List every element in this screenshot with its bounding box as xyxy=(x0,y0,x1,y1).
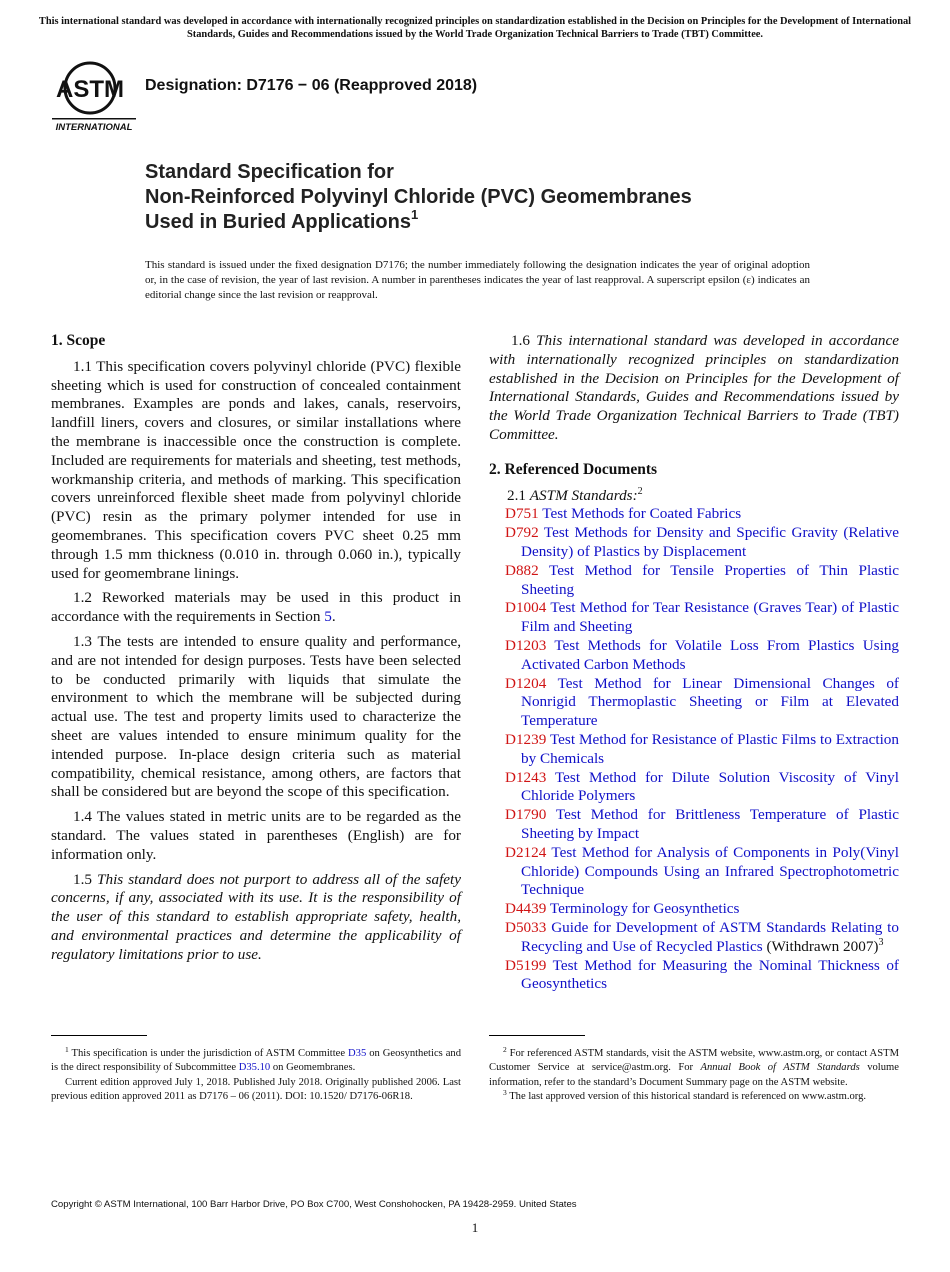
reference-code-link[interactable]: D1790 xyxy=(505,806,547,824)
reference-code-link[interactable]: D4439 xyxy=(505,900,547,918)
scope-1-2 xyxy=(51,589,461,627)
designation: Designation: D7176 − 06 (Reapproved 2018) xyxy=(145,77,478,94)
reference-item xyxy=(505,599,899,637)
scope-1-6 xyxy=(489,332,899,445)
footnote-1-text-c: on Geomembranes. xyxy=(270,1062,356,1074)
scope-1-3: 1.3 The tests are intended to ensure quality and performance, and are not intended for design purposes. Tests have been selected to be conducted primarily with liquids that simulate the environment to which the membrane will be subjected during actual use. The test and property limits used to characterize the sheet are values intended to ensure minimum quality for the intended purpose. In-place design criteria such as material compatibility, chemical resistance, among others, are factors that shall be considered but are beyond the scope of this specification. xyxy=(51,632,461,801)
reference-withdrawn-note: (Withdrawn 2007) xyxy=(762,937,879,955)
scope-1-6-num: 1.6 xyxy=(511,332,537,349)
reference-code-link[interactable]: D882 xyxy=(505,561,539,579)
footnote-2-text-b: volume information, refer to the standard’s Document Summary page on the ASTM website. xyxy=(489,1062,899,1088)
subcommittee-d35-10-link[interactable]: D35.10 xyxy=(238,1062,271,1074)
reference-title-link[interactable]: Terminology for Geosynthetics xyxy=(549,900,740,918)
scope-1-2-end: . xyxy=(331,608,336,626)
right-column xyxy=(489,332,899,994)
reference-title-link[interactable]: Test Method for Brittleness Temperature of Plastic Sheeting by Impact xyxy=(521,806,899,842)
reference-title-link[interactable]: Test Method for Dilute Solution Viscosity of Vinyl Chloride Polymers xyxy=(521,768,899,805)
logo-letters: ASTM xyxy=(56,76,124,103)
document-title xyxy=(145,160,845,235)
referenced-heading: 2. Referenced Documents xyxy=(489,460,658,478)
left-column xyxy=(51,332,461,971)
section-5-link[interactable]: 5 xyxy=(324,608,332,626)
reference-code-link[interactable]: D1204 xyxy=(505,674,547,692)
reference-item xyxy=(505,637,899,675)
reference-title-link[interactable]: Test Methods for Density and Specific Gravity (Relative Density) of Plastics by Displacement xyxy=(521,524,899,560)
scope-1-5-num: 1.5 xyxy=(73,870,98,888)
reference-item xyxy=(505,900,899,919)
reference-item xyxy=(505,919,899,957)
title-line-1: Standard Specification for xyxy=(145,161,394,183)
reference-list xyxy=(489,505,899,994)
copyright: Copyright © ASTM International, 100 Barr Harbor Drive, PO Box C700, West Conshohocken, PA 19428-2959. United States xyxy=(51,1199,577,1210)
footnote-rule-left xyxy=(51,1035,147,1036)
scope-1-1: 1.1 This specification covers polyvinyl chloride (PVC) flexible sheeting which is used for construction of concealed containment membranes. Examples are ponds and lakes, canals, reservoirs, landfill liners, covers and closures, or similar installations where the membrane is inaccessible once the construction is complete. Included are requirements for materials and sheeting, test methods, workmanship criteria, and methods of marking. This specification covers unreinforced flexible sheet made from polyvinyl chloride (PVC) resin as the primary polymer intended for use in geomembranes. This specification covers PVC sheet 0.25 mm through 1.5 mm thickness (0.010 in. through 0.060 in.), typically used for geomembrane linings. xyxy=(51,357,461,582)
scope-1-2-text: 1.2 Reworked materials may be used in this product in accordance with the requirements in Section xyxy=(51,589,461,626)
reference-code-link[interactable]: D1203 xyxy=(505,636,547,654)
reference-item xyxy=(505,562,899,600)
logo-caption: INTERNATIONAL xyxy=(55,122,133,132)
subheading-footnote-mark: 2 xyxy=(637,485,643,497)
footnote-2-italic: Annual Book of ASTM Standards xyxy=(700,1062,860,1074)
reference-title-link[interactable]: Test Method for Measuring the Nominal Thickness of Geosynthetics xyxy=(521,956,899,993)
footnotes-left xyxy=(51,1047,461,1104)
intro-note: This standard is issued under the fixed designation D7176; the number immediately following the designation indicates the year of original adoption or, in the case of revision, the year of last revision. A number in parentheses indicates the year of last reapproval. A superscript epsilon (ε) indicates an editorial change since the last revision or reapproval. xyxy=(145,259,810,301)
reference-code-link[interactable]: D1004 xyxy=(505,599,547,617)
reference-item xyxy=(505,769,899,807)
footnotes-right xyxy=(489,1047,899,1104)
footnote-rule-right xyxy=(489,1035,585,1036)
scope-1-5-text: This standard does not purport to address all of the safety concerns, if any, associated with its use. It is the responsibility of the user of this standard to establish appropriate safety, health, and environmental practices and determine the applicability of regulatory limitations prior to use. xyxy=(51,870,462,963)
reference-item xyxy=(505,675,899,731)
scope-1-6-text: This international standard was developed in accordance with internationally recognized principles on standardization established in the Decision on Principles for the Development of International Standards, Guides and Recommendations issued by the World Trade Organization Technical Barriers to Trade (TBT) Committee. xyxy=(489,332,900,443)
reference-code-link[interactable]: D751 xyxy=(505,505,539,523)
title-line-2: Non-Reinforced Polyvinyl Chloride (PVC) Geomembranes xyxy=(145,186,692,208)
subheading-num: 2.1 xyxy=(507,486,530,504)
reference-title-link[interactable]: Test Methods for Coated Fabrics xyxy=(542,505,742,523)
footnote-1-mark: 1 xyxy=(65,1045,69,1054)
reference-item xyxy=(505,957,899,995)
reference-title-link[interactable]: Test Method for Tensile Properties of Thin Plastic Sheeting xyxy=(521,561,900,598)
footnote-2-mark: 2 xyxy=(503,1045,507,1054)
reference-code-link[interactable]: D5033 xyxy=(505,918,547,936)
reference-code-link[interactable]: D1243 xyxy=(505,768,547,786)
reference-title-link[interactable]: Test Method for Tear Resistance (Graves Tear) of Plastic Film and Sheeting xyxy=(521,599,899,636)
footnote-2-text-a: For referenced ASTM standards, visit the ASTM website, www.astm.org, or contact ASTM Customer Service at service@astm.org. For xyxy=(489,1048,899,1074)
reference-item xyxy=(505,505,899,524)
reference-footnote-mark: 3 xyxy=(878,936,884,948)
astm-standards-subheading xyxy=(507,487,899,506)
footnote-3-text: The last approved version of this historical standard is referenced on www.astm.org. xyxy=(506,1090,867,1102)
reference-item xyxy=(505,731,899,769)
title-line-3: Used in Buried Applications xyxy=(145,211,411,233)
subheading-label: ASTM Standards: xyxy=(529,486,638,504)
reference-title-link[interactable]: Test Methods for Volatile Loss From Plastics Using Activated Carbon Methods xyxy=(521,636,900,673)
scope-heading: 1. Scope xyxy=(51,332,106,349)
footnote-1-edition: Current edition approved July 1, 2018. Published July 2018. Originally published 2006. Last previous edition approved 2011 as D7176 – 06 (2011). DOI: 10.1520/ D7176-06R18. xyxy=(51,1076,461,1102)
top-notice: This international standard was developed in accordance with internationally recognized principles on standardization established in the Decision on Principles for the Development of International Standards, Guides and Recommendations issued by the World Trade Organization Technical Barriers to Trade (TBT) Committee. xyxy=(38,16,912,40)
astm-logo xyxy=(52,58,136,132)
title-footnote-mark: 1 xyxy=(410,207,419,222)
footnote-3 xyxy=(489,1087,899,1104)
reference-title-link[interactable]: Test Method for Linear Dimensional Changes of Nonrigid Thermoplastic Sheeting or Film at Elevated Temperature xyxy=(521,674,899,730)
reference-title-link[interactable]: Test Method for Resistance of Plastic Films to Extraction by Chemicals xyxy=(521,730,899,767)
reference-code-link[interactable]: D792 xyxy=(505,524,539,542)
reference-code-link[interactable]: D5199 xyxy=(505,956,547,974)
footnote-1-text-a: This specification is under the jurisdiction of ASTM Committee xyxy=(68,1048,349,1059)
reference-code-link[interactable]: D1239 xyxy=(505,730,547,748)
reference-title-link[interactable]: Test Method for Analysis of Components in Poly(Vinyl Chloride) Compounds Using an Infrared Spectrophotometric Technique xyxy=(521,843,900,899)
page-number: 1 xyxy=(471,1220,479,1235)
footnote-3-mark: 3 xyxy=(503,1087,507,1097)
footnote-1-text-b: on Geosynthetics and is the direct responsibility of Subcommittee xyxy=(51,1048,462,1074)
committee-d35-link[interactable]: D35 xyxy=(348,1048,367,1059)
scope-1-5 xyxy=(51,871,461,965)
footnote-1 xyxy=(51,1047,461,1076)
reference-item xyxy=(505,524,899,562)
reference-item xyxy=(505,806,899,844)
reference-code-link[interactable]: D2124 xyxy=(505,843,547,861)
reference-item xyxy=(505,844,899,900)
scope-1-4: 1.4 The values stated in metric units are to be regarded as the standard. The values stated in parentheses (English) are for information only. xyxy=(51,808,461,863)
reference-title-link[interactable]: Guide for Development of ASTM Standards Relating to Recycling and Use of Recycled Plastics xyxy=(521,918,899,955)
footnote-2 xyxy=(489,1047,899,1090)
